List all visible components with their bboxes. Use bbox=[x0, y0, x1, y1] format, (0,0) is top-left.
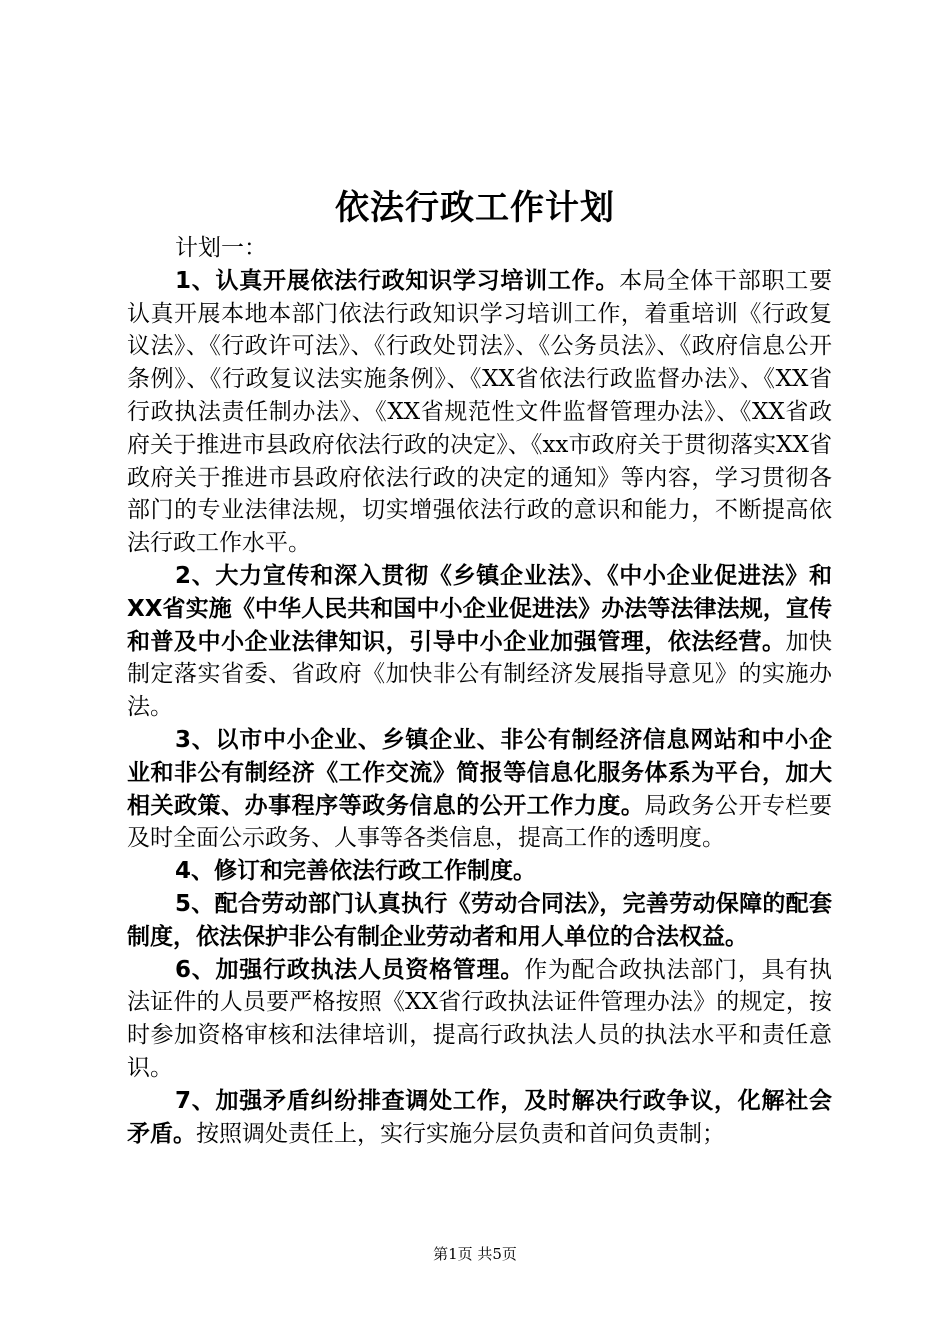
plan-item-7-heading: 7、加强矛盾纠纷排查调处工作，及时解决行政争议，化解社会矛盾。 bbox=[127, 1087, 832, 1147]
document-title: 依法行政工作计划 bbox=[335, 188, 615, 228]
plan-item-2-text: 加快制定落实省委、省政府《加快非公有制经济发展指导意见》的实施办法。 bbox=[127, 628, 833, 721]
plan-item-6-text: 作为配合政执法部门，具有执法证件的人员要严格按照《XX省行政执法证件管理办法》的规定，按时参加资格审核和法律培训，提高行政执法人员的执法水平和责任意识。 bbox=[127, 956, 832, 1081]
plan-item-3-heading: 3、以市中小企业、乡镇企业、非公有制经济信息网站和中小企业和非公有制经济《工作交流》简报等信息化服务体系为平台，加大相关政策、办事程序等政务信息的公开工作力度。 bbox=[127, 726, 832, 819]
plan-item-5-heading: 5、配合劳动部门认真执行《劳动合同法》，完善劳动保障的配套制度，依法保护非公有制企业劳动者和用人单位的合法权益。 bbox=[127, 890, 832, 950]
plan-item-3 bbox=[127, 724, 832, 855]
plan-item-5 bbox=[127, 888, 832, 954]
plan-item-2 bbox=[127, 560, 832, 724]
plan-item-3-text: 局政务公开专栏要及时全面公示政务、人事等各类信息，提高工作的透明度。 bbox=[127, 792, 833, 852]
plan-item-7-text: 按照调处责任上，实行实施分层负责和首问负责制； bbox=[196, 1120, 725, 1147]
plan-item-2-heading: 2、大力宣传和深入贯彻《乡镇企业法》、《中小企业促进法》和XX省实施《中华人民共和国中小企业促进法》办法等法律法规，宣传和普及中小企业法律知识，引导中小企业加强管理，依法经营。 bbox=[127, 562, 832, 655]
plan-item-1-heading: 1、认真开展依法行政知识学习培训工作。 bbox=[175, 267, 620, 294]
plan-item-4 bbox=[127, 855, 832, 888]
plan-item-7 bbox=[127, 1085, 832, 1151]
plan-item-1 bbox=[127, 265, 832, 560]
page-footer: 第1页 共5页 bbox=[433, 1245, 517, 1263]
plan-item-1-text: 本局全体干部职工要认真开展本地本部门依法行政知识学习培训工作，着重培训《行政复议法》、《行政许可法》、《行政处罚法》、《公务员法》、《政府信息公开条例》、《行政复议法实施条例》、《XX省依法行政监督办法》、《XX省行政执法责任制办法》、《XX省规范性文件监督管理办法》、《XX省政府关于推进市县政府依法行政的决定》、《xx市政府关于贯彻落实XX省政府关于推进市县政府依法行政的决定的通知》等内容，学习贯彻各部门的专业法律法规，切实增强依法行政的意识和能力，不断提高依法行政工作水平。 bbox=[127, 267, 832, 557]
plan-item-6-heading: 6、加强行政执法人员资格管理。 bbox=[175, 956, 525, 983]
plan-subheading: 计划一： bbox=[175, 235, 267, 261]
plan-item-4-heading: 4、修订和完善依法行政工作制度。 bbox=[175, 858, 537, 885]
document-body bbox=[127, 232, 832, 1150]
plan-item-6 bbox=[127, 954, 832, 1085]
